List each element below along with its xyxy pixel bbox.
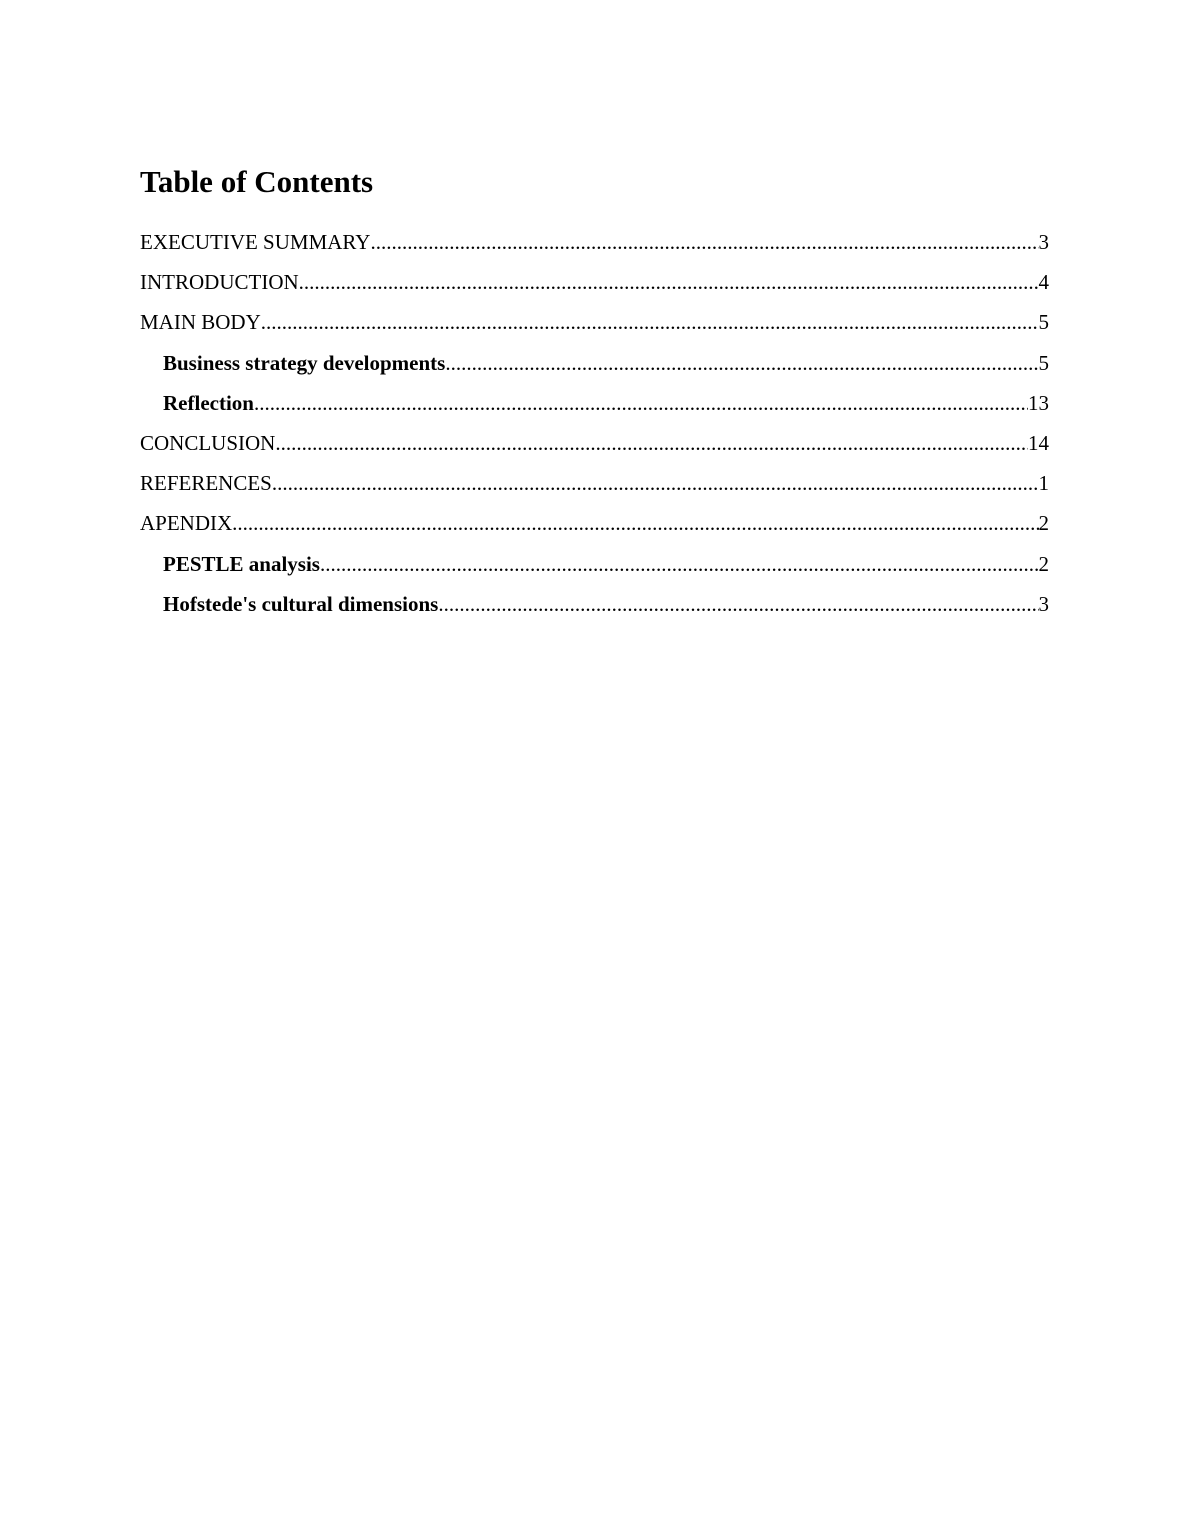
toc-page-number: 4 [1038,270,1049,295]
toc-page-number: 2 [1038,511,1049,536]
toc-dot-leader [320,550,1039,578]
toc-dot-leader [261,308,1039,336]
toc-entry-reflection[interactable] [140,389,1049,429]
toc-entry-main-body[interactable] [140,308,1049,348]
toc-entry-label: Reflection [163,390,254,415]
toc-entry-business-strategy-developments[interactable] [140,349,1049,389]
toc-entry-label: INTRODUCTION [140,270,299,295]
toc-entry-executive-summary[interactable] [140,228,1049,268]
toc-page-number: 5 [1038,350,1049,375]
toc-entry-label: REFERENCES [140,471,272,496]
toc-entry-label: MAIN BODY [140,310,261,335]
toc-page-number: 2 [1038,551,1049,576]
toc-dot-leader [232,509,1038,537]
toc-page-number: 5 [1038,310,1049,335]
toc-entry-label: EXECUTIVE SUMMARY [140,230,371,254]
toc-entry-pestle-analysis[interactable] [140,550,1049,590]
toc-entry-apendix[interactable] [140,509,1049,549]
toc-dot-leader [370,228,1038,256]
toc-entry-label: Hofstede's cultural dimensions [163,591,439,616]
toc-page-number: 3 [1038,230,1049,254]
toc-dot-leader [275,429,1028,457]
toc-list [140,228,1049,630]
toc-entry-label: Business strategy developments [163,350,446,375]
toc-page-number: 13 [1028,390,1049,415]
toc-dot-leader [254,389,1028,417]
toc-entry-references[interactable] [140,469,1049,509]
toc-entry-label: APENDIX [140,511,233,536]
toc-entry-conclusion[interactable] [140,429,1049,469]
toc-dot-leader [438,590,1038,618]
toc-page-number: 3 [1038,591,1049,616]
toc-dot-leader [272,469,1039,497]
toc-page-number: 1 [1038,471,1049,496]
toc-entry-label: PESTLE analysis [163,551,320,576]
toc-dot-leader [299,268,1039,296]
toc-page-number: 14 [1028,430,1049,455]
toc-entry-label: CONCLUSION [140,430,276,455]
toc-entry-introduction[interactable] [140,268,1049,308]
toc-dot-leader [445,349,1038,377]
toc-entry-hofstede-cultural-dimensions[interactable] [140,590,1049,630]
toc-title: Table of Contents [140,164,374,199]
